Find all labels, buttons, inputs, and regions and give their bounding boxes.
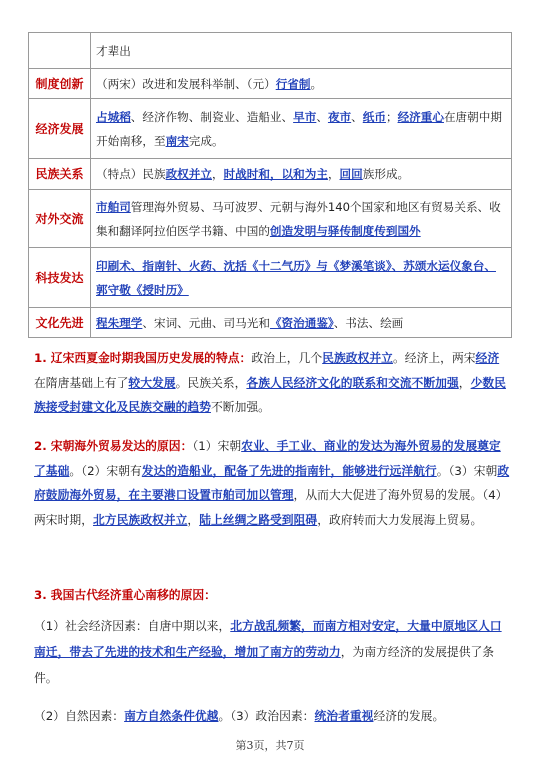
summary-table (28, 32, 512, 338)
highlight-text: 农业、手工业、商业的发达为海外贸易的发展奠定了基础 (34, 439, 501, 478)
highlight-text: 市舶司 (96, 199, 131, 214)
highlight-text: 北方战乱频繁，而南方相对安定，大量中原地区人口南迁，带去了先进的技术和生产经验，增加了南方的劳动力 (34, 619, 502, 659)
row-label: 经济发展 (29, 99, 91, 159)
highlight-text: 政府鼓励海外贸易，在主要港口设置市舶司加以管理 (34, 463, 510, 502)
row-text: 、 (316, 109, 328, 124)
highlight-text: 南方自然条件优越 (124, 709, 219, 723)
body-text: 。民族关系， (175, 375, 247, 390)
highlight-text: 《资治通鉴》 (269, 315, 334, 330)
section-3-paragraph-b (34, 704, 510, 729)
body-text: 。（2）宋朝有 (69, 463, 142, 478)
row-content (91, 33, 512, 69)
section-3-paragraph-a (34, 613, 510, 691)
highlight-text: 较大发展 (128, 375, 176, 390)
body-text: ，政府转而大力发展海上贸易。 (317, 512, 483, 527)
body-text: 在隋唐基础上有了 (34, 375, 129, 390)
row-label: 对外交流 (29, 190, 91, 248)
row-text: ， (211, 167, 224, 181)
page-footer: 第3页，共7页 (235, 739, 305, 752)
highlight-text: 时战时和，以和为主 (223, 167, 328, 181)
highlight-text: 占城稻 (96, 109, 131, 124)
row-content (91, 69, 512, 99)
highlight-text: 少数民族接受封建文化及民族交融的趋势 (34, 375, 506, 414)
row-text: 、书法、绘画 (333, 315, 404, 330)
table-row (29, 190, 512, 248)
body-text: ，从而大大促进了海外贸易的发展。（4）两宋时期， (34, 488, 508, 527)
section-2 (34, 434, 510, 532)
highlight-text: 民族政权并立 (322, 351, 393, 365)
row-content (91, 159, 512, 190)
highlight-text: 纸币 (362, 109, 386, 124)
body-text: 经济的发展。 (373, 709, 445, 723)
highlight-text: 回回 (339, 167, 363, 181)
highlight-text: 早市 (293, 109, 317, 124)
table-row (29, 248, 512, 308)
row-text: 在唐朝中期开始南移，至 (96, 109, 502, 148)
row-content (91, 248, 512, 308)
row-label: 民族关系 (29, 159, 91, 190)
highlight-text: 夜市 (327, 109, 352, 124)
table-row (29, 99, 512, 159)
highlight-text: 行省制 (275, 76, 311, 91)
body-text: ， (187, 512, 200, 527)
highlight-text: 发达的造船业，配备了先进的指南针，能够进行远洋航行 (141, 463, 437, 478)
body-text: （1）社会经济因素：自唐中期以来， (34, 619, 231, 633)
row-content (91, 308, 512, 338)
row-text: 、 (351, 109, 363, 124)
row-text: （两宋）改进和发展科举制、（元） (96, 76, 276, 91)
row-content (91, 99, 512, 159)
row-label: 制度创新 (29, 69, 91, 99)
body-text: （2）自然因素： (34, 709, 125, 723)
row-text: 。 (310, 76, 323, 91)
table-row (29, 308, 512, 338)
body-text: 不断加强。 (210, 400, 270, 414)
body-text: 政治上，几个 (251, 351, 323, 365)
row-label (29, 33, 91, 69)
row-text: 完成。 (188, 133, 224, 148)
section-3-heading (34, 583, 510, 608)
highlight-text: 印刷术、指南针、火药、沈括《十二气历》与《梦溪笔谈》、苏颂水运仪象台、郭守敬《授时历》 (96, 258, 496, 297)
highlight-text: 政权并立 (165, 167, 212, 181)
highlight-text: 程朱理学 (96, 315, 143, 330)
highlight-text: 经济 (475, 351, 500, 365)
highlight-text: 陆上丝绸之路受到阻碍 (199, 512, 318, 527)
table-row (29, 69, 512, 99)
body-text: （1）宋朝 (192, 439, 242, 453)
section-heading: 3. 我国古代经济重心南移的原因： (34, 588, 216, 602)
body-text: ，为南方经济的发展提供了条件。 (34, 645, 495, 685)
body-text: 。（3）宋朝 (436, 463, 498, 478)
section-heading: 1. 辽宋西夏金时期我国历史发展的特点： (34, 351, 252, 365)
row-text: 、经济作物、制瓷业、造船业、 (130, 109, 294, 124)
body-text: ， (458, 375, 471, 390)
table-row (29, 33, 512, 69)
highlight-text: 创造发明与驿传制度传到国外 (269, 223, 421, 238)
highlight-text: 各族人民经济文化的联系和交流不断加强 (246, 375, 459, 390)
row-content (91, 190, 512, 248)
row-label: 文化先进 (29, 308, 91, 338)
row-text: （特点）民族 (96, 167, 166, 181)
highlight-text: 统治者重视 (314, 709, 374, 723)
body-text: 。经济上，两宋 (392, 351, 476, 365)
row-text: 管理海外贸易、马可波罗、元朝与海外140个国家和地区有贸易关系、收集和翻译阿拉伯医学书籍、中国的 (96, 199, 501, 238)
row-text: 、宋词、元曲、司马光和 (142, 315, 270, 330)
row-text: 族形成。 (362, 167, 410, 181)
row-label: 科技发达 (29, 248, 91, 308)
row-text: 才辈出 (96, 43, 131, 58)
table-row (29, 159, 512, 190)
section-heading: 2. 宋朝海外贸易发达的原因： (34, 439, 193, 453)
row-text: ， (327, 167, 340, 181)
row-text: ； (385, 109, 398, 124)
highlight-text: 北方民族政权并立 (93, 512, 188, 527)
highlight-text: 经济重心 (397, 109, 444, 124)
body-text: 。（3）政治因素： (218, 709, 315, 723)
section-1 (34, 346, 510, 420)
highlight-text: 南宋 (165, 133, 189, 148)
